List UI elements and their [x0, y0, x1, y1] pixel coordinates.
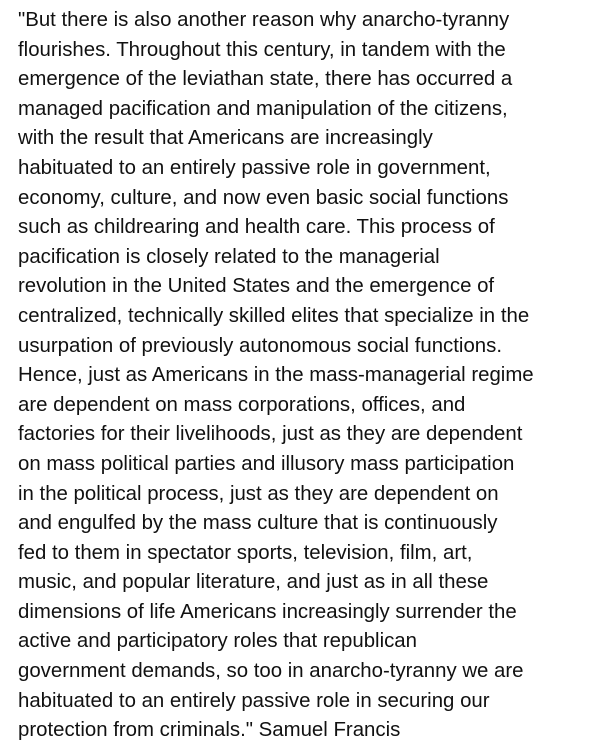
quote-line: are dependent on mass corporations, offices, and [18, 393, 466, 416]
quote-line: dimensions of life Americans increasingly surrender the [18, 600, 517, 623]
quote-line: music, and popular literature, and just as in all these [18, 571, 489, 594]
quote-line: revolution in the United States and the emergence of [18, 275, 495, 298]
quote-line: "But there is also another reason why anarcho-tyranny [18, 9, 510, 31]
quote-line: in the political process, just as they are dependent on [18, 482, 499, 505]
quote-line: centralized, technically skilled elites that specialize in the [18, 304, 530, 327]
quote-line: economy, culture, and now even basic social functions [18, 186, 509, 209]
quote-line: Hence, just as Americans in the mass-managerial regime [18, 364, 534, 387]
quote-line: emergence of the leviathan state, there has occurred a [18, 68, 513, 91]
quote-text [18, 6, 588, 746]
quote-line: such as childrearing and health care. This process of [18, 216, 495, 239]
quote-line: habituated to an entirely passive role in securing our [18, 689, 490, 712]
quote-line: usurpation of previously autonomous social functions. [18, 334, 502, 357]
quote-line: habituated to an entirely passive role in government, [18, 156, 491, 179]
quote-line: government demands, so too in anarcho-tyranny we are [18, 660, 524, 683]
quote-line: active and participatory roles that republican [18, 630, 417, 653]
quote-line: managed pacification and manipulation of the citizens, [18, 97, 508, 120]
quote-line: protection from criminals." Samuel Francis [18, 719, 401, 742]
quote-line: pacification is closely related to the managerial [18, 245, 440, 268]
quote-line: flourishes. Throughout this century, in tandem with the [18, 38, 506, 61]
quote-line: on mass political parties and illusory mass participation [18, 452, 515, 475]
quote-line: and engulfed by the mass culture that is continuously [18, 512, 498, 535]
quote-line: with the result that Americans are increasingly [18, 127, 433, 150]
quote-line: fed to them in spectator sports, television, film, art, [18, 541, 473, 564]
quote-line: factories for their livelihoods, just as they are dependent [18, 423, 523, 446]
